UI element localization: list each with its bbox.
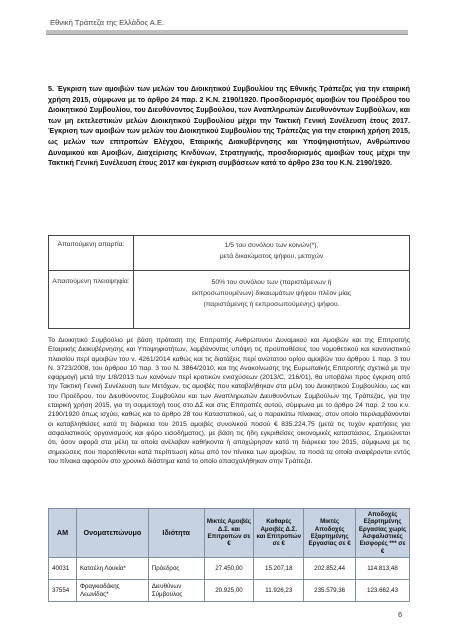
majority-value-line: (παριστάμενης ή εκπροσωπούμενης) ψήφου. [203, 301, 340, 308]
cell-role: Πρόεδρος [148, 558, 204, 580]
col-header-name: Ονοματεπώνυμο [76, 509, 148, 558]
quorum-row [49, 236, 410, 271]
col-header-net-board: Καθαρές Αμοιβές Δ.Σ. και Επιτροπών σε € [254, 509, 304, 558]
quorum-value-line: μετά δικαιώματος ψήφου, μετοχών [219, 253, 324, 260]
quorum-value [134, 236, 410, 271]
cell-gross-board: 27.450,00 [204, 558, 254, 580]
cell-name: Κατσέλη Λουκία* [76, 558, 148, 580]
remuneration-table [48, 508, 410, 602]
cell-am: 37554 [49, 580, 77, 602]
cell-net-employment: 123.662,43 [356, 580, 410, 602]
col-header-gross-board: Μικτές Αμοιβές Δ.Σ. και Επιτροπών σε € [204, 509, 254, 558]
cell-am: 40031 [49, 558, 77, 580]
cell-role: Διευθύνων Σύμβουλος [148, 580, 204, 602]
table-header-row [49, 509, 410, 558]
quorum-label: Απαιτούμενη απαρτία: [49, 236, 134, 271]
cell-gross-employment: 235.579,36 [304, 580, 356, 602]
cell-gross-board: 20.925,00 [204, 580, 254, 602]
majority-label: Απαιτούμενη πλειοψηφία: [49, 271, 134, 329]
col-header-am: ΑΜ [49, 509, 77, 558]
page-header-title: Εθνική Τράπεζα της Ελλάδος Α.Ε. [50, 18, 165, 27]
table-row [49, 558, 410, 580]
col-header-net-employment: Αποδοχές Εξαρτημένης Εργασίας χωρίς Ασφαλιστικές Εισφορές *** σε € [356, 509, 410, 558]
cell-net-board: 15.207,18 [254, 558, 304, 580]
majority-value-line: 50% του συνόλου των (παριστάμενων ή [211, 279, 332, 286]
table-row [49, 580, 410, 602]
cell-net-board: 11.926,23 [254, 580, 304, 602]
header-rule [46, 30, 408, 35]
section-heading: 5. Έγκριση των αμοιβών των μελών του Διοικητικού Συμβουλίου της Εθνικής Τράπεζας για την εταιρική χρήση 2015, σύμφωνα με το άρθρο 24 παρ. 2 Κ.Ν. 2190/1920. Προσδιορισμός αμοιβών του Προέδρου του Διοικητικού Συμβουλίου, του Διευθύνοντος Συμβούλου, των Αναπληρωτών Διευθυνόντων Συμβούλων, και των μη εκτελεστικών μελών Διοικητικού Συμβουλίου μέχρι την Τακτική Γενική Συνέλευση έτους 2017. Έγκριση των αμοιβών των μελών του Διοικητικού Συμβουλίου της Τράπεζας για την εταιρική χρήση 2015, ως μελών των επιτροπών Ελέγχου, Εταιρικής Διακυβέρνησης και Υποψηφιοτήτων, Ανθρώπινου Δυναμικού και Αμοιβών, Διαχείρισης Κινδύνων, Στρατηγικής, προσδιορισμός αμοιβών τους μέχρι την Τακτική Γενική Συνέλευση έτους 2017 και έγκριση συμβάσεων κατά το άρθρο 23α του Κ.Ν. 2190/1920. [48, 84, 410, 168]
quorum-value-line: 1/5 του συνόλου των κοινών(*), [224, 242, 319, 249]
majority-value [134, 271, 410, 329]
col-header-role: Ιδιότητα [148, 509, 204, 558]
cell-net-employment: 114.813,48 [356, 558, 410, 580]
requirements-table [48, 235, 410, 329]
majority-row [49, 271, 410, 329]
majority-value-line: εκπροσωπουμένων) δικαιωμάτων ψήφου πλέον μίας [191, 290, 352, 297]
body-paragraph: Το Διοικητικό Συμβούλιο με βάση πρόταση της Επιτροπής Ανθρώπινου Δυναμικού και Αμοιβών και της Επιτροπής Εταιρικής Διακυβέρνησης και Υποψηφιοτήτων, λαμβάνοντας υπόψη τις προϋποθέσεις του νομοθετικού και κανονιστικού πλαισίου περί αμοιβών του ν. 4261/2014 καθώς και τις διατάξεις περί ανώτατου ορίου αμοιβών του άρθρου 1 παρ. 3 του Ν. 3723/2008, του άρθρου 10 παρ. 3 του Ν. 3864/2010, και της Ανακοίνωσης της Ευρωπαϊκής Επιτροπής σχετικά με την εφαρμογή μετά την 1/8/2013 των κανόνων περί κρατικών ενισχύσεων (2013/C, 216/01), θα υποβάλει προς έγκριση από την Τακτική Γενική Συνέλευση των Μετόχων, τις αμοιβές που καταβλήθηκαν στα μέλη του Διοικητικού Συμβουλίου, ως και του Προέδρου, του Διευθύνοντος Συμβούλου και των Αναπληρωτών Διευθυνόντων Συμβούλων της Τράπεζας, για την εταιρική χρήση 2015, για τη συμμετοχή τους στο ΔΣ και στις Επιτροπές αυτού, σύμφωνα με το άρθρο 24 παρ. 2 του κ.ν. 2190/1920 όπως ισχύει, καθώς και το άρθρο 28 του Καταστατικού, ως ο παρακάτω πίνακας, στον οποίο περιλαμβάνονται οι καταβληθείσες κατά τη διάρκεια του 2015 αμοιβές συνολικού ποσού € 835.224,75 (μετά τις τυχόν κρατήσεις για ασφαλιστικούς οργανισμούς και φόρο εισοδήματος), με βάση τις ήδη εγκριθείσες οικονομικές καταστάσεις. Σημειώνεται ότι, όσον αφορά στα μέλη τα οποία ανέλαβαν καθήκοντα ή αποχώρησαν κατά τη διάρκεια του 2015, σύμφωνα με τις σημειώσεις που παρατίθενται κατά περίπτωση κάτω από τον πίνακα των αμοιβών, τα ποσά τα οποία αναφέρονται εντός του πίνακα αφορούν στο χρονικό διάστημα κατά το οποίο απασχολήθηκαν στην Τράπεζα. [48, 337, 410, 465]
page-number: 6 [398, 610, 403, 619]
cell-gross-employment: 202.852,44 [304, 558, 356, 580]
col-header-gross-employment: Μικτές Αποδοχές Εξαρτημένης Εργασίας σε € [304, 509, 356, 558]
cell-name: Φραγκιαδάκης Λεωνίδας* [76, 580, 148, 602]
